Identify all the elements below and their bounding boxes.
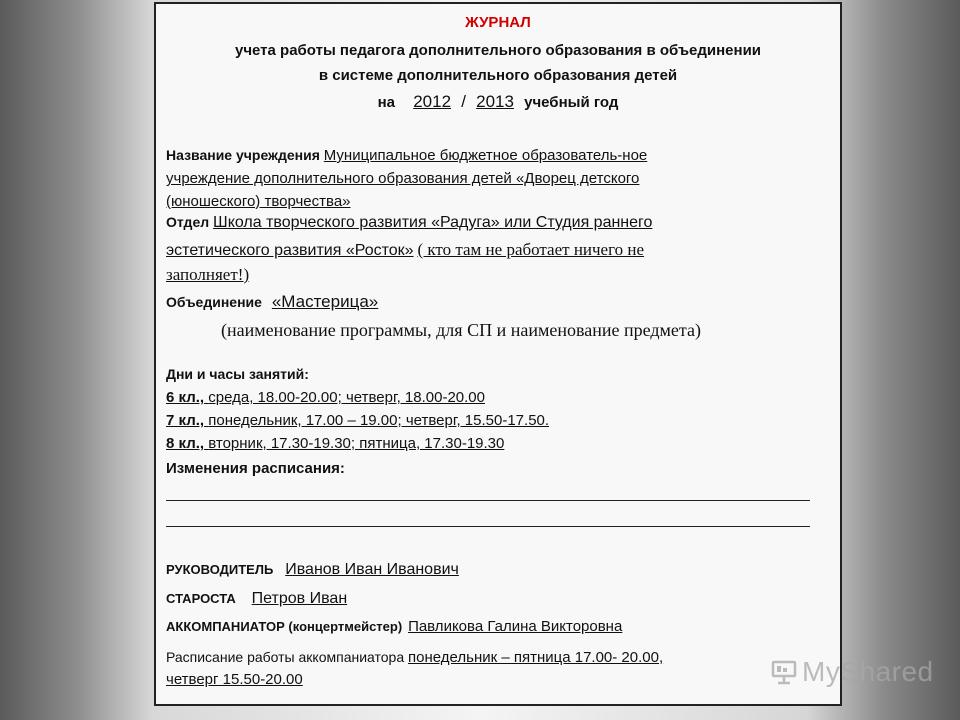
year-from: 2012 [413,92,452,111]
year-suffix: учебный год [524,94,619,111]
institution-value-1: Муниципальное бюджетное образователь-ное [323,147,648,164]
journal-sheet [154,2,842,706]
schedule-changes-label: Изменения расписания: [166,460,345,477]
presentation-icon [770,659,798,685]
department-note-2: заполняет!) [166,265,250,284]
grade-8-times: вторник, 17.30-19.30; пятница, 17.30-19.30 [208,435,505,452]
grade-7-times: понедельник, 17.00 – 19.00; четверг, 15.50-17.50. [208,412,550,429]
institution-value-3: (юношеского) творчества» [166,193,351,210]
accompanist-schedule-value-2: четверг 15.50-20.00 [166,671,303,688]
year-prefix: на [377,94,396,111]
accompanist-schedule-line-1 [166,649,663,666]
accompanist-value: Павликова Галина Викторовна [408,618,623,635]
journal-subtitle-2: в системе дополнительного образования детей [318,67,678,84]
year-to: 2013 [476,92,514,111]
institution-label: Название учреждения [166,147,320,163]
schedule-row-7 [166,412,549,429]
academic-year-line [156,92,840,112]
department-line-1 [166,214,652,232]
association-value: «Мастерица» [271,292,379,311]
schedule-row-8 [166,435,504,452]
accompanist-schedule-label: Расписание работы аккомпаниатора [166,649,405,665]
institution-value-2: учреждение дополнительного образования детей «Дворец детского [166,170,640,187]
journal-subtitle-1: учета работы педагога дополнительного образования в объединении [234,42,762,59]
schedule-changes-blank-1 [166,500,810,501]
department-label: Отдел [166,214,210,230]
myshared-watermark [770,656,934,688]
head-label: РУКОВОДИТЕЛЬ [166,562,274,577]
elder-label: СТАРОСТА [166,591,236,606]
grade-8-label: 8 кл., [166,435,205,452]
head-value: Иванов Иван Иванович [285,561,459,578]
department-line-2 [166,240,644,260]
accompanist-label: АККОМПАНИАТОР (концертмейстер) [166,619,403,634]
watermark-text: MyShared [802,656,934,687]
association-label: Объединение [166,294,262,310]
department-note-1: ( кто там не работает ничего не [417,240,645,259]
institution-line-1 [166,147,647,164]
accompanist-line [166,618,622,635]
grade-6-label: 6 кл., [166,389,205,406]
department-value-2: эстетического развития «Росток» [166,242,414,259]
elder-line [166,590,347,608]
schedule-label: Дни и часы занятий: [166,366,309,382]
journal-title: ЖУРНАЛ [465,14,531,31]
schedule-changes-blank-2 [166,526,810,527]
schedule-row-6 [166,389,485,406]
association-note: (наименование программы, для СП и наименование предмета) [221,320,701,340]
association-line [166,292,378,312]
elder-value: Петров Иван [251,590,348,607]
department-value-1: Школа творческого развития «Радуга» или Студия раннего [213,214,653,231]
grade-7-label: 7 кл., [166,412,205,429]
accompanist-schedule-value-1: понедельник – пятница 17.00- 20.00, [408,649,664,666]
grade-6-times: среда, 18.00-20.00; четверг, 18.00-20.00 [208,389,485,406]
year-separator: / [461,92,466,111]
head-line [166,561,459,579]
